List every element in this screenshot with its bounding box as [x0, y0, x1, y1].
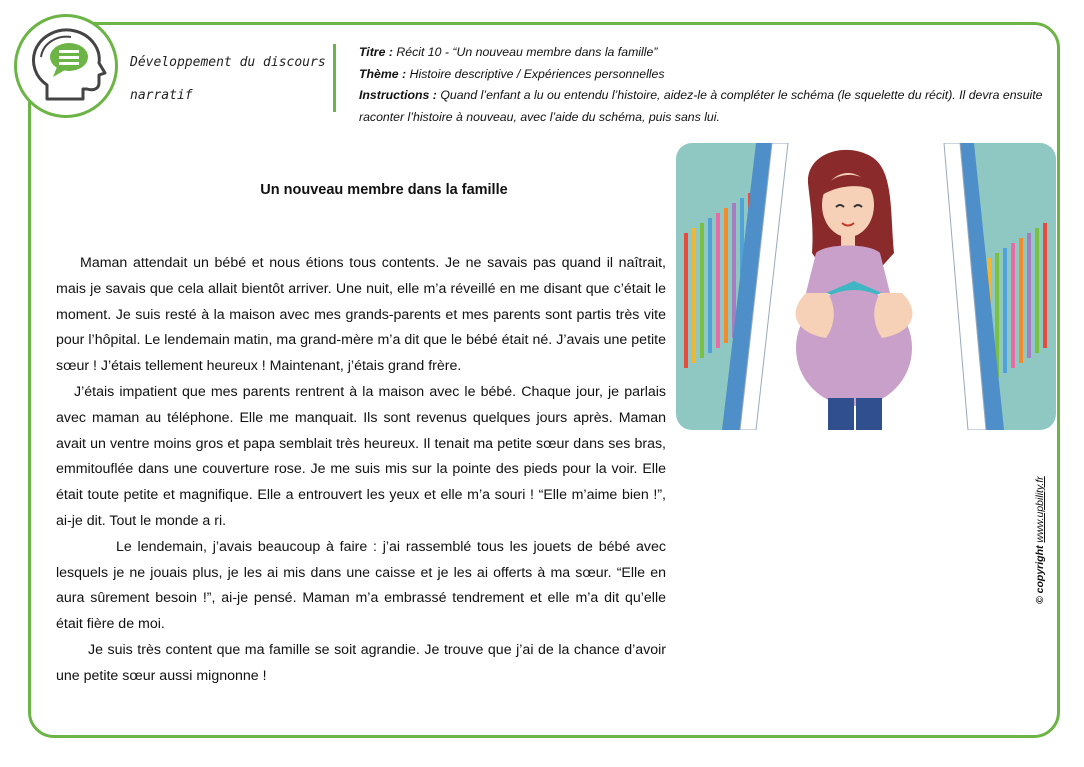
header-info	[359, 42, 1059, 128]
illustration	[676, 143, 1056, 430]
titre-value: Récit 10 - “Un nouveau membre dans la famille”	[396, 45, 658, 59]
category-line-2: narratif	[130, 88, 193, 103]
copyright-notice	[1034, 476, 1046, 604]
logo	[14, 14, 118, 118]
category-line-1: Développement du discours	[130, 55, 326, 70]
copyright-text: © copyright	[1034, 545, 1046, 604]
instructions-value: Quand l’enfant a lu ou entendu l’histoire, aidez-le à compléter le schéma (le squelette du récit). Il devra ensuite raconter l’histoire à nouveau, avec l’aide du schéma, puis sans lui.	[359, 88, 1043, 124]
titre-label: Titre :	[359, 45, 393, 59]
theme-value: Histoire descriptive / Expériences personnelles	[409, 66, 665, 81]
copyright-link[interactable]: www.upbility.fr	[1034, 476, 1046, 543]
story-title: Un nouveau membre dans la famille	[260, 182, 508, 198]
story-paragraph: Maman attendait un bébé et nous étions tous contents. Je ne savais pas quand il naîtrait, mais je savais que cela allait bientôt arriver. Une nuit, elle m’a réveillé en me disant que c’était le moment. Je suis resté à la maison avec mes grands-parents et mes parents sont partis très vite pour l’hôpital. Le lendemain matin, ma grand-mère m’a dit que le bébé était né. J’avais une petite sœur ! J’étais tellement heureux ! Maintenant, j’étais grand frère.	[56, 255, 666, 375]
story-paragraph: J’étais impatient que mes parents rentrent à la maison avec le bébé. Chaque jour, je parlais avec maman au téléphone. Elle me manquait. Ils sont revenus quelques jours après. Maman avait un ventre moins gros et papa semblait très heureux. Il tenait ma petite sœur dans ses bras, emmitouflée dans une couverture rose. Je me suis mis sur la pointe des pieds pour la voir. Elle était toute petite et magnifique. Elle a entrouvert les yeux et elle m’a souri ! “Elle m’aime bien !”, ai-je dit. Tout le monde a ri.	[56, 383, 666, 529]
pregnant-woman-illustration	[676, 143, 1056, 430]
story-body	[56, 251, 666, 690]
header-divider	[333, 44, 336, 112]
instructions-label: Instructions :	[359, 88, 437, 102]
theme-row	[359, 64, 1059, 86]
story-paragraph: Le lendemain, j’avais beaucoup à faire : j’ai rassemblé tous les jouets de bébé avec lesquels je ne jouais plus, je les ai mis dans une caisse et je les ai offerts à ma sœur. “Elle en aura sûrement besoin !”, ai-je pensé. Maman m’a embrassé tendrement et elle m’a dit qu’elle était fière de moi.	[56, 538, 666, 633]
head-speech-bubble-icon	[17, 17, 115, 115]
theme-label: Thème :	[359, 66, 407, 81]
instructions-row	[359, 85, 1059, 128]
story-paragraph: Je suis très content que ma famille se soit agrandie. Je trouve que j’ai de la chance d’avoir une petite sœur aussi mignonne !	[56, 641, 666, 684]
category-label	[130, 46, 330, 112]
titre-row	[359, 42, 1059, 64]
